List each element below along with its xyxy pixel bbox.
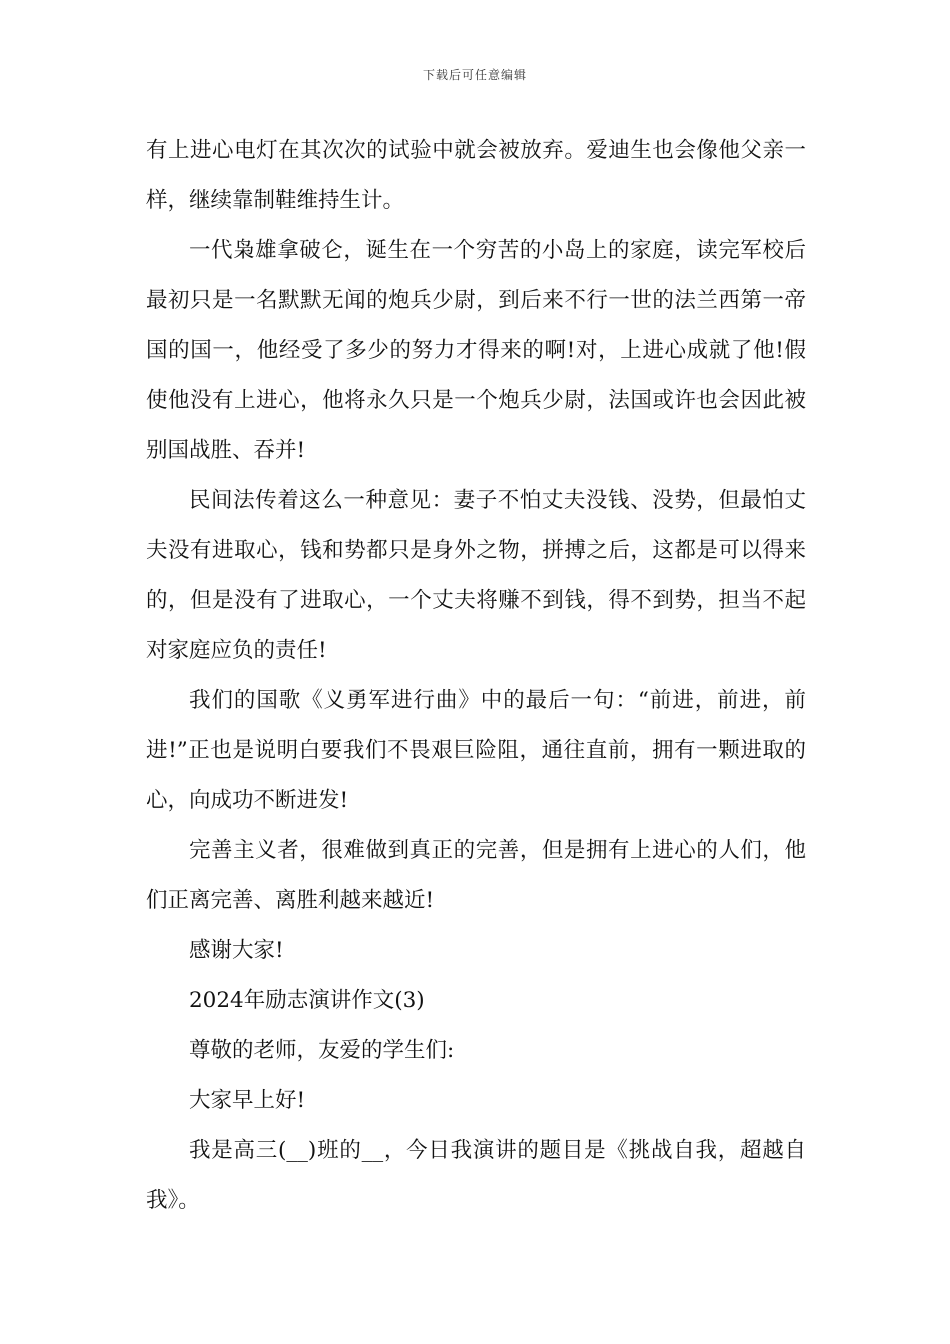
paragraph-3: 民间法传着这么一种意见：妻子不怕丈夫没钱、没势，但最怕丈夫没有进取心，钱和势都只是身外之物，拼搏之后，这都是可以得来的，但是没有了进取心，一个丈夫将赚不到钱，得不到势，担当不起对家庭应负的责任! [146, 488, 806, 663]
salutation: 尊敬的老师，友爱的学生们: [189, 1038, 455, 1063]
page-header: 下载后可任意编辑 [422, 68, 527, 82]
paragraph-intro: 我是高三(__)班的__，今日我演讲的题目是《挑战自我，超越自我》。 [146, 1138, 806, 1213]
section-title: 2024年励志演讲作文(3) [189, 988, 425, 1013]
paragraph-4: 我们的国歌《义勇军进行曲》中的最后一句：“前进，前进，前进!”正也是说明白要我们不畏艰巨险阻，通往直前，拥有一颗进取的心，向成功不断进发! [146, 688, 806, 813]
document-body [146, 126, 806, 1226]
paragraph-thanks: 感谢大家! [189, 938, 284, 963]
paragraph-5: 完善主义者，很难做到真正的完善，但是拥有上进心的人们，他们正离完善、离胜利越来越近! [146, 838, 806, 913]
paragraph-2: 一代枭雄拿破仑，诞生在一个穷苦的小岛上的家庭，读完军校后最初只是一名默默无闻的炮兵少尉，到后来不行一世的法兰西第一帝国的国一，他经受了多少的努力才得来的啊!对，上进心成就了他!假使他没有上进心，他将永久只是一个炮兵少尉，法国或许也会因此被别国战胜、吞并! [146, 238, 806, 463]
paragraph-1: 有上进心电灯在其次次的试验中就会被放弃。爱迪生也会像他父亲一样，继续靠制鞋维持生计。 [146, 138, 806, 213]
greeting: 大家早上好! [189, 1088, 306, 1113]
